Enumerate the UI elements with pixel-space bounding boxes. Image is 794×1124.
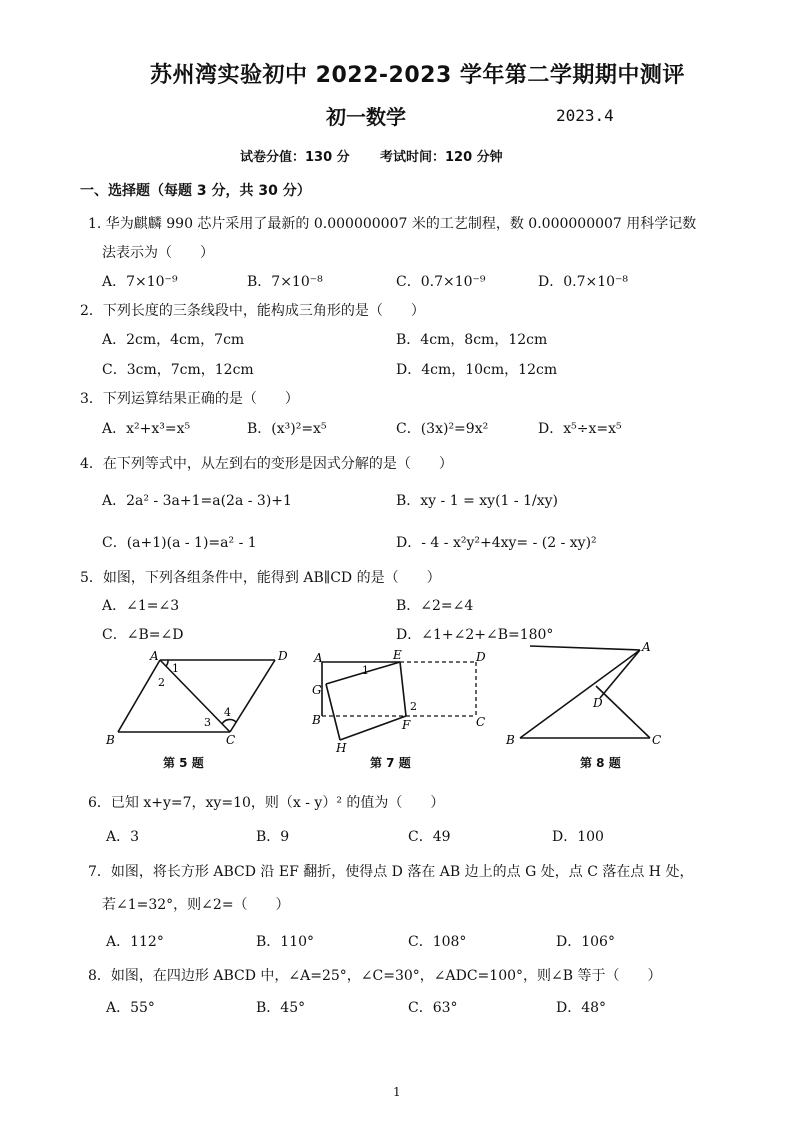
- q7-option-a: A．112°: [106, 934, 164, 950]
- q3-option-b: B．(x³)²=x⁵: [247, 421, 327, 437]
- q1-option-a: A．7×10⁻⁹: [102, 274, 178, 290]
- figure-5-diagram: [100, 644, 300, 749]
- fig7-label-c: C: [476, 715, 486, 729]
- fig7-label-a: A: [314, 651, 323, 665]
- figure-8-diagram: [500, 634, 676, 750]
- q8-option-b: B．45°: [256, 1000, 306, 1016]
- q5-option-c: C．∠B=∠D: [102, 627, 184, 643]
- fig7-angle-2: 2: [410, 700, 417, 713]
- page-number: 1: [393, 1085, 401, 1099]
- q1-option-b: B．7×10⁻⁸: [247, 274, 323, 290]
- question-7-stem-cont: 若∠1=32°，则∠2=（ ）: [102, 897, 290, 913]
- question-1-stem-cont: 法表示为（ ）: [102, 245, 214, 261]
- q1-option-d: D．0.7×10⁻⁸: [538, 274, 629, 290]
- fig7-label-f: F: [402, 718, 411, 732]
- q6-option-d: D．100: [552, 829, 604, 845]
- fig8-label-a: A: [642, 640, 651, 654]
- q5-option-a: A．∠1=∠3: [102, 598, 180, 614]
- figure-7-caption: 第 7 题: [370, 756, 411, 770]
- q6-option-b: B．9: [256, 829, 290, 845]
- question-3-stem: 3．下列运算结果正确的是（ ）: [80, 391, 299, 407]
- q3-option-a: A．x²+x³=x⁵: [102, 421, 191, 437]
- q8-option-d: D．48°: [556, 1000, 607, 1016]
- figure-7-diagram: [308, 644, 494, 756]
- question-1-stem: 1. 华为麒麟 990 芯片采用了最新的 0.000000007 米的工艺制程，数 0.000000007 用科学记数: [88, 216, 697, 232]
- exam-date: 2023.4: [556, 106, 614, 125]
- q2-option-d: D．4cm，10cm，12cm: [396, 362, 558, 378]
- q7-option-b: B．110°: [256, 934, 315, 950]
- fig5-angle-1: 1: [172, 662, 179, 675]
- question-8-stem: 8．如图，在四边形 ABCD 中，∠A=25°，∠C=30°，∠ADC=100°，则∠B 等于（ ）: [88, 968, 662, 984]
- fig7-label-b: B: [312, 713, 321, 727]
- fig7-angle-1: 1: [362, 664, 369, 677]
- q4-option-a: A．2a² - 3a+1=a(2a - 3)+1: [102, 493, 292, 509]
- score-info: 试卷分值：130 分: [240, 150, 350, 165]
- q4-option-b: B．xy - 1 = xy(1 - 1/xy): [396, 493, 558, 509]
- fig5-angle-2: 2: [158, 676, 165, 689]
- q3-option-d: D．x⁵÷x=x⁵: [538, 421, 622, 437]
- fig8-label-c: C: [652, 733, 662, 747]
- fig5-label-c: C: [226, 733, 236, 747]
- q7-option-c: C．108°: [408, 934, 467, 950]
- section-heading: 一、选择题（每题 3 分，共 30 分）: [80, 183, 311, 199]
- q7-option-d: D．106°: [556, 934, 615, 950]
- fig7-label-e: E: [393, 648, 402, 662]
- fig7-label-d: D: [476, 650, 486, 664]
- q4-option-c: C．(a+1)(a - 1)=a² - 1: [102, 535, 257, 551]
- figure-5-caption: 第 5 题: [163, 756, 204, 770]
- question-5-stem: 5．如图，下列各组条件中，能得到 AB∥CD 的是（ ）: [80, 570, 441, 586]
- fig8-label-b: B: [506, 733, 515, 747]
- q4-option-d: D．- 4 - x²y²+4xy= - (2 - xy)²: [396, 535, 597, 551]
- question-6-stem: 6．已知 x+y=7，xy=10，则（x - y）² 的值为（ ）: [88, 795, 445, 811]
- q8-option-c: C．63°: [408, 1000, 458, 1016]
- q3-option-c: C．(3x)²=9x²: [396, 421, 489, 437]
- fig7-label-g: G: [312, 683, 322, 697]
- fig5-label-a: A: [150, 649, 159, 663]
- fig5-label-b: B: [106, 733, 115, 747]
- exam-title: 苏州湾实验初中 2022-2023 学年第二学期期中测评: [150, 63, 685, 88]
- q2-option-a: A．2cm，4cm，7cm: [102, 332, 245, 348]
- question-4-stem: 4．在下列等式中，从左到右的变形是因式分解的是（ ）: [80, 456, 453, 472]
- question-2-stem: 2．下列长度的三条线段中，能构成三角形的是（ ）: [80, 303, 425, 319]
- subject-title: 初一数学: [326, 105, 406, 129]
- figure-8-caption: 第 8 题: [580, 756, 621, 770]
- fig5-label-d: D: [278, 649, 288, 663]
- q5-option-b: B．∠2=∠4: [396, 598, 474, 614]
- q6-option-a: A．3: [106, 829, 140, 845]
- q1-option-c: C．0.7×10⁻⁹: [396, 274, 486, 290]
- question-7-stem: 7．如图，将长方形 ABCD 沿 EF 翻折，使得点 D 落在 AB 边上的点 G 处，点 C 落在点 H 处，: [88, 864, 694, 880]
- fig5-angle-3: 3: [204, 716, 211, 729]
- fig5-angle-4: 4: [224, 706, 231, 719]
- time-info: 考试时间：120 分钟: [380, 150, 503, 165]
- q2-option-b: B．4cm，8cm，12cm: [396, 332, 548, 348]
- fig8-label-d: D: [593, 696, 603, 710]
- q2-option-c: C．3cm，7cm，12cm: [102, 362, 254, 378]
- q5-option-d: D．∠1+∠2+∠B=180°: [396, 627, 554, 643]
- q6-option-c: C．49: [408, 829, 451, 845]
- fig7-label-h: H: [336, 741, 347, 755]
- q8-option-a: A．55°: [106, 1000, 155, 1016]
